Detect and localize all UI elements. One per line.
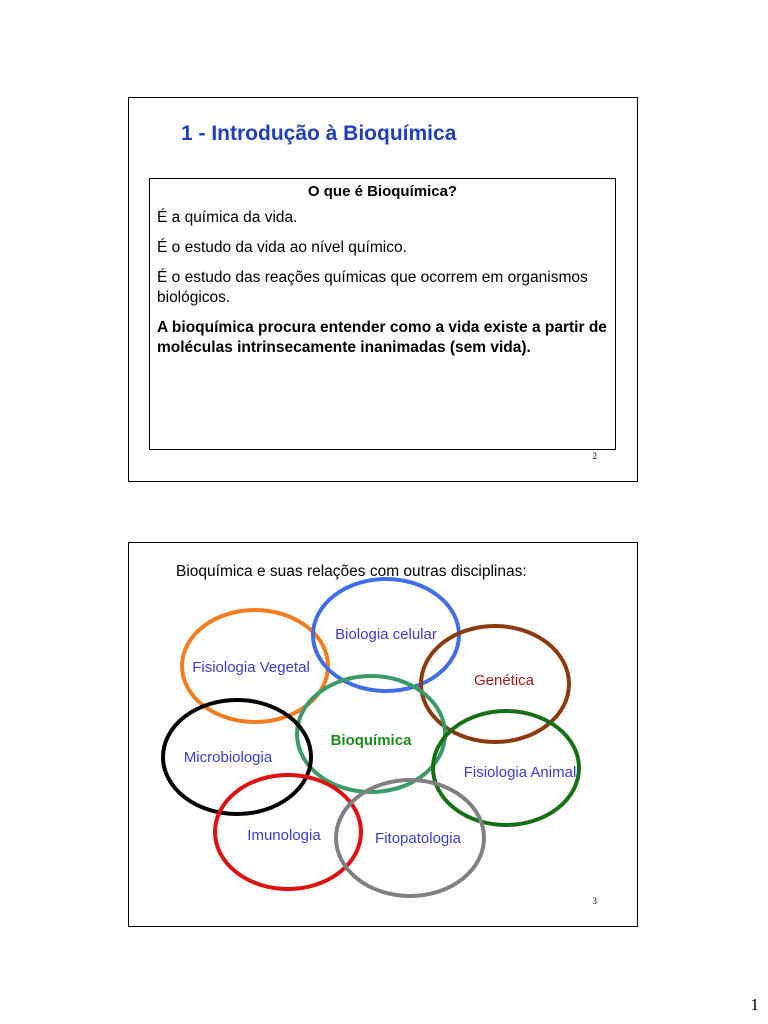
label-genetica: Genética [473, 672, 535, 689]
label-bioquimica: Bioquímica [330, 732, 412, 749]
box-title: O que é Bioquímica? [307, 183, 458, 200]
label-fitopatologia: Fitopatologia [375, 830, 461, 847]
slide-3 [128, 542, 638, 927]
label-fisiologia-animal: Fisiologia Animal [463, 764, 577, 781]
slide-title: 1 - Introdução à Bioquímica [181, 122, 457, 145]
disciplines-diagram [129, 543, 637, 925]
definition-bold-line: A bioquímica procura entender como a vida existe a partir de moléculas intrinsecamente inanimadas (sem vida). [157, 319, 607, 356]
definition-line-3: É o estudo das reações químicas que ocorrem em organismos biológicos. [157, 269, 588, 306]
label-fisiologia-vegetal: Fisiologia Vegetal [192, 659, 310, 676]
label-imunologia: Imunologia [247, 827, 321, 844]
slide-title: Bioquímica e suas relações com outras disciplinas: [176, 563, 527, 580]
definition-line-1: É a química da vida. [157, 209, 298, 226]
definition-line-2: É o estudo da vida ao nível químico. [157, 239, 407, 256]
label-biologia-celular: Biologia celular [335, 626, 437, 643]
slide-page-number: 2 [592, 451, 597, 461]
slide-page-number: 3 [592, 896, 597, 906]
slide-2 [128, 97, 638, 482]
sheet-page-number: 1 [750, 995, 759, 1014]
definition-box [149, 178, 616, 450]
label-microbiologia: Microbiologia [183, 749, 273, 766]
